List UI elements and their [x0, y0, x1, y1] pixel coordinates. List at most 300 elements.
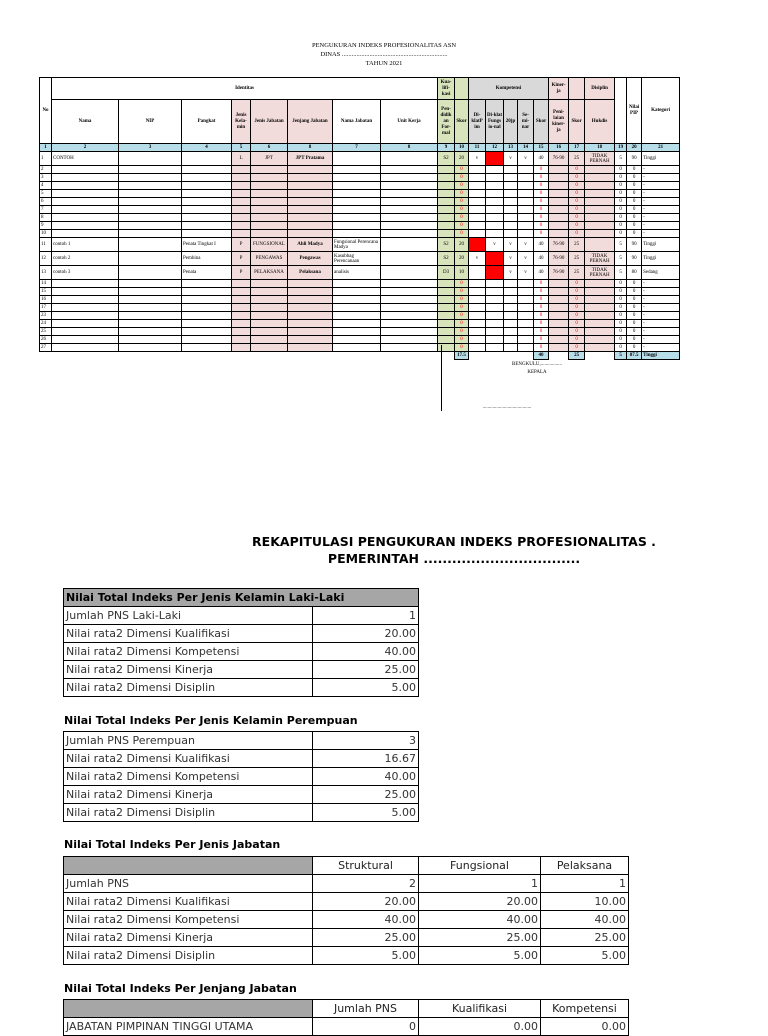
empty-kategori: - [642, 336, 680, 344]
rekap-label: Nilai rata2 Dimensi Kinerja [64, 786, 313, 804]
empty-cell [504, 280, 518, 288]
signature-role: KEPALA [527, 370, 547, 375]
cell-dp [469, 238, 486, 252]
rekap-value: 5.00 [313, 947, 419, 965]
empty-cell [288, 230, 333, 238]
zero-score: 0 [569, 288, 585, 296]
empty-cell [182, 206, 232, 214]
row-number: 2 [40, 166, 52, 174]
empty-cell [469, 206, 486, 214]
rekap-value: 1 [541, 875, 629, 893]
column-number: 1 [40, 144, 52, 152]
empty-cell [438, 320, 455, 328]
empty-cell [486, 312, 504, 320]
cell-pend: D3 [438, 266, 455, 280]
rekap-label: Nilai rata2 Dimensi Kualifikasi [64, 893, 313, 911]
empty-cell [288, 174, 333, 182]
empty-cell [288, 182, 333, 190]
rekap-row [64, 893, 629, 911]
cell-nama_jab: Fungsional Perencana Madya [333, 238, 381, 252]
totals-blank [504, 352, 518, 360]
empty-cell [333, 344, 381, 352]
empty-cell [518, 230, 534, 238]
cell-jenjang: Ahli Madya [288, 238, 333, 252]
table-row [40, 166, 680, 174]
zero-score: 0 [534, 320, 549, 328]
empty-kategori: - [642, 190, 680, 198]
th-unit-kerja: Unit Kerja [381, 100, 438, 144]
empty-cell [232, 336, 251, 344]
cell-nip [119, 238, 182, 252]
column-number: 13 [504, 144, 518, 152]
rekap-col-header: Kualifikasi [419, 1000, 541, 1018]
row-number: 4 [40, 182, 52, 190]
total-skor-kompetensi: 40 [534, 352, 549, 360]
empty-cell [504, 288, 518, 296]
empty-cell [585, 280, 615, 288]
row-number: 27 [40, 344, 52, 352]
empty-cell [182, 304, 232, 312]
empty-cell [438, 198, 455, 206]
empty-cell [251, 214, 288, 222]
empty-cell [381, 304, 438, 312]
cell-unit [381, 252, 438, 266]
zero-score: 0 [627, 312, 642, 320]
th-kompetensi: Kompetensi [469, 78, 549, 100]
rekap-label: Nilai rata2 Dimensi Disiplin [64, 804, 313, 822]
th-pangkat: Pangkat [182, 100, 232, 144]
cell-pip: 90 [627, 238, 642, 252]
zero-score: 0 [627, 206, 642, 214]
cell-pend: S2 [438, 152, 455, 166]
perempuan-title: Nilai Total Indeks Per Jenis Kelamin Perempuan [64, 714, 358, 727]
empty-cell [585, 320, 615, 328]
empty-cell [52, 214, 119, 222]
th-skor-3: Skor [569, 100, 585, 144]
total-skor-kinerja: 25 [569, 352, 585, 360]
zero-score: 0 [627, 304, 642, 312]
empty-cell [381, 328, 438, 336]
empty-cell [119, 174, 182, 182]
rekap-label: Nilai rata2 Dimensi Kualifikasi [64, 750, 313, 768]
empty-cell [486, 174, 504, 182]
empty-cell [119, 222, 182, 230]
empty-cell [52, 328, 119, 336]
column-number: 6 [251, 144, 288, 152]
empty-cell [119, 344, 182, 352]
cell-huk: TIDAK PERNAH [585, 252, 615, 266]
empty-cell [288, 312, 333, 320]
empty-cell [585, 304, 615, 312]
rekap-value: 0 [313, 1018, 419, 1036]
empty-cell [333, 214, 381, 222]
table-row [40, 152, 680, 166]
empty-cell [251, 336, 288, 344]
empty-cell [504, 198, 518, 206]
empty-cell [288, 166, 333, 174]
empty-cell [438, 190, 455, 198]
empty-cell [119, 230, 182, 238]
empty-cell [333, 312, 381, 320]
zero-score: 0 [534, 296, 549, 304]
empty-cell [518, 190, 534, 198]
empty-cell [52, 198, 119, 206]
empty-cell [251, 312, 288, 320]
rekap-col-header: Fungsional [419, 857, 541, 875]
rekap-row [64, 643, 419, 661]
empty-cell [585, 166, 615, 174]
empty-cell [232, 288, 251, 296]
rekap-label: Jumlah PNS Perempuan [64, 732, 313, 750]
empty-cell [52, 174, 119, 182]
empty-cell [333, 320, 381, 328]
total-kategori: Tinggi [642, 352, 680, 360]
empty-cell [119, 280, 182, 288]
empty-cell [381, 336, 438, 344]
cell-pk: 76-90 [549, 252, 569, 266]
empty-cell [333, 304, 381, 312]
zero-score: 0 [615, 190, 627, 198]
empty-cell [381, 344, 438, 352]
cell-kat: Tinggi [642, 152, 680, 166]
zero-score: 0 [455, 230, 469, 238]
cell-huk: TIDAK PERNAH [585, 152, 615, 166]
empty-cell [549, 280, 569, 288]
column-number: 20 [627, 144, 642, 152]
empty-cell [549, 230, 569, 238]
zero-score: 0 [569, 166, 585, 174]
empty-cell [518, 222, 534, 230]
empty-cell [585, 190, 615, 198]
empty-cell [288, 344, 333, 352]
empty-cell [333, 174, 381, 182]
zero-score: 0 [569, 206, 585, 214]
empty-kategori: - [642, 214, 680, 222]
empty-cell [518, 280, 534, 288]
cell-jk: L [232, 152, 251, 166]
empty-kategori: - [642, 206, 680, 214]
empty-kategori: - [642, 304, 680, 312]
empty-cell [182, 344, 232, 352]
zero-score: 0 [455, 304, 469, 312]
empty-cell [504, 320, 518, 328]
rekap-value: 25.00 [541, 929, 629, 947]
table-row [40, 312, 680, 320]
rekap-value: 1 [419, 875, 541, 893]
empty-cell [288, 328, 333, 336]
empty-cell [438, 288, 455, 296]
zero-score: 0 [569, 214, 585, 222]
empty-cell [549, 296, 569, 304]
rekap-value: 5.00 [541, 947, 629, 965]
empty-cell [486, 182, 504, 190]
zero-score: 0 [455, 320, 469, 328]
cell-df: v [486, 238, 504, 252]
cell-pip: 90 [627, 252, 642, 266]
rekap-value: 40.00 [313, 911, 419, 929]
cell-df [486, 252, 504, 266]
laki-title: Nilai Total Indeks Per Jenis Kelamin Laki-Laki [64, 589, 419, 607]
rekap-value: 2 [313, 875, 419, 893]
empty-cell [469, 328, 486, 336]
rekap-label: Nilai rata2 Dimensi Disiplin [64, 679, 313, 697]
column-number: 12 [486, 144, 504, 152]
row-number: 15 [40, 288, 52, 296]
empty-kategori: - [642, 166, 680, 174]
rekap-value: 5.00 [313, 679, 419, 697]
empty-cell [486, 328, 504, 336]
rekap-row [64, 947, 629, 965]
empty-cell [288, 296, 333, 304]
empty-cell [182, 174, 232, 182]
zero-score: 0 [569, 280, 585, 288]
zero-score: 0 [627, 344, 642, 352]
empty-cell [52, 190, 119, 198]
empty-kategori: - [642, 198, 680, 206]
cell-skor4: 5 [615, 252, 627, 266]
cell-nama_jab: analisis [333, 266, 381, 280]
empty-cell [438, 166, 455, 174]
zero-score: 0 [569, 182, 585, 190]
zero-score: 0 [569, 198, 585, 206]
empty-cell [549, 206, 569, 214]
rekap-row [64, 679, 419, 697]
cell-huk: TIDAK PERNAH [585, 266, 615, 280]
empty-cell [251, 222, 288, 230]
empty-cell [333, 198, 381, 206]
empty-cell [518, 182, 534, 190]
empty-cell [469, 280, 486, 288]
row-number: 5 [40, 190, 52, 198]
zero-score: 0 [569, 296, 585, 304]
empty-cell [251, 190, 288, 198]
zero-score: 0 [627, 166, 642, 174]
empty-cell [52, 296, 119, 304]
empty-cell [438, 206, 455, 214]
table-perempuan [63, 731, 419, 822]
empty-cell [518, 336, 534, 344]
table-row [40, 230, 680, 238]
empty-cell [288, 214, 333, 222]
cell-sem: v [518, 152, 534, 166]
table-row [40, 336, 680, 344]
cell-nip [119, 252, 182, 266]
rekap-label: Nilai rata2 Dimensi Kualifikasi [64, 625, 313, 643]
signature-line: ....................................... [482, 405, 532, 410]
zero-score: 0 [615, 320, 627, 328]
row-number: 25 [40, 328, 52, 336]
empty-cell [182, 190, 232, 198]
jenjang-title: Nilai Total Indeks Per Jenjang Jabatan [64, 982, 297, 995]
empty-cell [549, 174, 569, 182]
empty-cell [518, 296, 534, 304]
total-skor-disiplin: 5 [615, 352, 627, 360]
cell-unit [381, 266, 438, 280]
total-skor-kualifikasi: 17.5 [455, 352, 469, 360]
zero-score: 0 [534, 182, 549, 190]
main-table [39, 77, 680, 360]
empty-cell [438, 296, 455, 304]
zero-score: 0 [615, 296, 627, 304]
zero-score: 0 [627, 320, 642, 328]
empty-cell [486, 214, 504, 222]
rekap-row [64, 1018, 629, 1036]
rekap-value: 40.00 [313, 768, 419, 786]
cell-sem: v [518, 252, 534, 266]
th-nama-jabatan: Nama Jabatan [333, 100, 381, 144]
rekap-value: 1 [313, 607, 419, 625]
empty-cell [381, 288, 438, 296]
cell-pip: 80 [627, 266, 642, 280]
empty-cell [232, 320, 251, 328]
empty-cell [518, 206, 534, 214]
empty-cell [251, 320, 288, 328]
zero-score: 0 [455, 214, 469, 222]
zero-score: 0 [569, 312, 585, 320]
cell-nama_jab: Kasubbag Perencanaan [333, 252, 381, 266]
table-row [40, 238, 680, 252]
cell-nama: contoh 3 [52, 266, 119, 280]
column-number: 3 [119, 144, 182, 152]
empty-cell [119, 288, 182, 296]
rekap-value: 16.67 [313, 750, 419, 768]
empty-cell [288, 336, 333, 344]
table-row [40, 174, 680, 182]
rekap-label: Nilai rata2 Dimensi Kinerja [64, 929, 313, 947]
empty-cell [585, 296, 615, 304]
empty-cell [486, 304, 504, 312]
empty-cell [52, 304, 119, 312]
table-row [40, 182, 680, 190]
th-identitas: Identitas [52, 78, 438, 100]
empty-cell [119, 320, 182, 328]
empty-cell [288, 288, 333, 296]
zero-score: 0 [534, 304, 549, 312]
column-number: 17 [569, 144, 585, 152]
row-number: 14 [40, 280, 52, 288]
totals-blank [469, 352, 486, 360]
table-jabatan [63, 856, 629, 965]
cell-pk: 76-90 [549, 152, 569, 166]
rekap-title-line2: PEMERINTAH ................................. [327, 551, 581, 566]
empty-cell [504, 190, 518, 198]
row-number: 6 [40, 198, 52, 206]
empty-cell [232, 206, 251, 214]
empty-cell [469, 198, 486, 206]
zero-score: 0 [455, 182, 469, 190]
table-laki [63, 588, 419, 697]
zero-score: 0 [569, 190, 585, 198]
cell-pangkat: Penata Tingkat I [182, 238, 232, 252]
empty-cell [585, 222, 615, 230]
zero-score: 0 [569, 344, 585, 352]
empty-cell [504, 312, 518, 320]
empty-cell [182, 166, 232, 174]
row-number: 24 [40, 320, 52, 328]
empty-cell [333, 222, 381, 230]
empty-cell [232, 304, 251, 312]
empty-cell [119, 214, 182, 222]
empty-cell [486, 296, 504, 304]
rekap-row [64, 786, 419, 804]
empty-cell [469, 336, 486, 344]
rekap-value: 25.00 [313, 929, 419, 947]
th-seminar: Se-mi-nar [518, 100, 534, 144]
rekap-value: 25.00 [313, 786, 419, 804]
empty-cell [119, 198, 182, 206]
empty-cell [52, 320, 119, 328]
empty-cell [518, 166, 534, 174]
empty-cell [518, 198, 534, 206]
empty-kategori: - [642, 344, 680, 352]
totals-blank [182, 352, 232, 360]
empty-cell [381, 206, 438, 214]
zero-score: 0 [455, 312, 469, 320]
column-number: 2 [52, 144, 119, 152]
empty-cell [585, 312, 615, 320]
cell-jenis: FUNGSIONAL [251, 238, 288, 252]
zero-score: 0 [534, 222, 549, 230]
cell-unit [381, 152, 438, 166]
zero-score: 0 [455, 206, 469, 214]
empty-cell [251, 230, 288, 238]
th-no: No [40, 78, 52, 144]
empty-cell [182, 328, 232, 336]
cell-skor3: 25 [569, 252, 585, 266]
cell-jenis: JPT [251, 152, 288, 166]
empty-cell [438, 222, 455, 230]
zero-score: 0 [615, 344, 627, 352]
th-skor-1: Skor [455, 100, 469, 144]
empty-cell [486, 166, 504, 174]
rekap-row [64, 732, 419, 750]
empty-cell [549, 312, 569, 320]
zero-score: 0 [455, 222, 469, 230]
empty-cell [469, 174, 486, 182]
zero-score: 0 [534, 206, 549, 214]
empty-cell [251, 280, 288, 288]
empty-cell [52, 222, 119, 230]
empty-cell [381, 222, 438, 230]
empty-cell [381, 230, 438, 238]
empty-cell [381, 296, 438, 304]
empty-cell [585, 174, 615, 182]
zero-score: 0 [569, 222, 585, 230]
zero-score: 0 [534, 174, 549, 182]
zero-score: 0 [627, 230, 642, 238]
empty-cell [438, 280, 455, 288]
empty-cell [469, 288, 486, 296]
empty-kategori: - [642, 320, 680, 328]
th-20jp: 20jp [504, 100, 518, 144]
empty-cell [549, 198, 569, 206]
zero-score: 0 [534, 190, 549, 198]
empty-cell [251, 182, 288, 190]
empty-cell [549, 336, 569, 344]
zero-score: 0 [455, 336, 469, 344]
rekap-header-blank [64, 857, 313, 875]
zero-score: 0 [615, 182, 627, 190]
zero-score: 0 [615, 174, 627, 182]
rekap-row [64, 875, 629, 893]
zero-score: 0 [534, 288, 549, 296]
empty-cell [486, 280, 504, 288]
empty-cell [585, 288, 615, 296]
cell-dp: v [469, 252, 486, 266]
zero-score: 0 [615, 304, 627, 312]
empty-cell [333, 190, 381, 198]
th-diklatpim: Di-klatP im [469, 100, 486, 144]
